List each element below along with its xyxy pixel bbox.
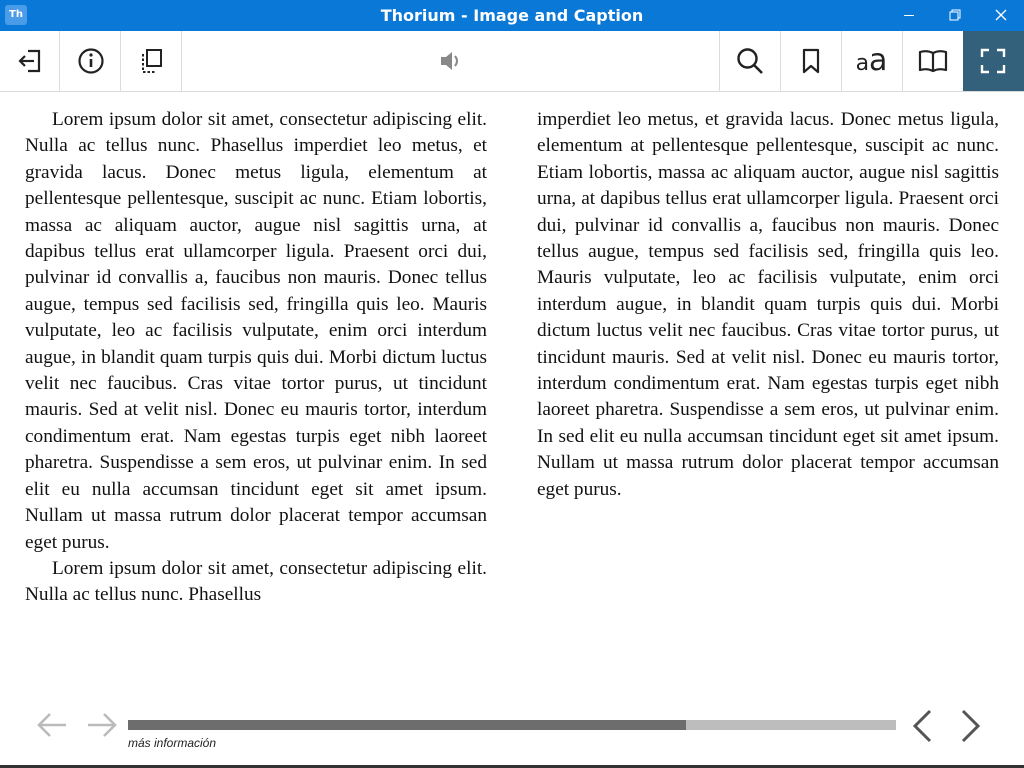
paragraph: Lorem ipsum dolor sit amet, consectetur adipiscing elit. Nulla ac tellus nunc. Phasellus [25,557,487,606]
fullscreen-icon [978,46,1008,76]
info-button[interactable] [61,31,121,91]
history-back-arrow-icon[interactable] [36,710,68,740]
page-column-right [537,107,999,503]
page-column-left [25,107,487,609]
navigation-icon [137,46,167,76]
reader-toolbar [0,31,1024,92]
previous-page-chevron-icon[interactable] [908,708,938,744]
back-to-library-icon [15,46,45,76]
reader-footer [0,700,1024,768]
title-bar [0,0,1024,31]
restore-button[interactable] [932,0,978,31]
font-big-glyph: a [869,43,888,78]
font-small-glyph: a [855,51,870,76]
minimize-button[interactable] [886,0,932,31]
close-button[interactable] [978,0,1024,31]
restore-icon [949,9,961,21]
bookmark-button[interactable] [780,31,840,91]
bookmark-icon [796,46,826,76]
toc-button[interactable] [902,31,962,91]
close-icon [995,9,1007,21]
back-to-library-button[interactable] [0,31,60,91]
navigation-button[interactable] [122,31,182,91]
toc-icon [918,46,948,76]
paragraph: imperdiet leo metus, et gravida lacus. Donec metus ligula, elementum at pellentesque pellentesque, suscipit ac nunc. Etiam lobortis, massa ac aliquam auctor, augue nisl sagittis urna, at dapibus tellus erat ullamcorper ligula. Praesent orci dui, pulvinar id convallis a, faucibus non mauris. Donec tellus augue, tempus sed facilisis sed, fringilla quis leo. Mauris vulputate, leo ac facilisis vulputate, enim orci interdum augue, in blandit quam turpis quis dui. Morbi dictum luctus velit nec faucibus. Cras vitae tortor purus, ut tincidunt mauris. Sed at velit nisl. Donec eu mauris tortor, interdum condimentum erat. Nam egestas turpis eget nibh laoreet pharetra. Suspendisse a sem eros, ut pulvinar enim. In sed elit eu nulla accumsan tincidunt eget sit amet ipsum. Nullam ut massa rutrum dolor placerat tempor accumsan eget purus. [537,109,999,500]
reading-progress-fill [128,720,686,730]
window-title: Thorium - Image and Caption [380,6,644,25]
reading-progress-bar[interactable] [128,720,896,730]
audio-icon [435,46,465,76]
font-settings-icon [842,43,901,78]
more-info-link[interactable]: más información [128,736,217,750]
next-page-chevron-icon[interactable] [955,708,985,744]
font-settings-button[interactable] [841,31,901,91]
search-button[interactable] [719,31,779,91]
info-icon [76,46,106,76]
search-icon [735,46,765,76]
audio-button[interactable] [420,31,480,91]
fullscreen-button[interactable] [963,31,1024,91]
paragraph: Lorem ipsum dolor sit amet, consectetur adipiscing elit. Nulla ac tellus nunc. Phasellus imperdiet leo metus, et gravida lacus. Donec metus ligula, elementum at pellentesque pellentesque, suscipit ac nunc. Etiam lobortis, massa ac aliquam auctor, augue nisl sagittis urna, at dapibus tellus erat ullamcorper ligula. Praesent orci dui, pulvinar id convallis a, faucibus non mauris. Donec tellus augue, tempus sed facilisis sed, fringilla quis leo. Mauris vulputate, leo ac facilisis vulputate, enim orci interdum augue, in blandit quam turpis quis dui. Morbi dictum luctus velit nec faucibus. Cras vitae tortor purus, ut tincidunt mauris. Sed at velit nisl. Donec eu mauris tortor, interdum condimentum erat. Nam egestas turpis eget nibh laoreet pharetra. Suspendisse a sem eros, ut pulvinar enim. In sed elit eu nulla accumsan tincidunt eget sit amet ipsum. Nullam ut massa rutrum dolor placerat tempor accumsan eget purus. [25,109,487,553]
minimize-icon [903,9,915,21]
history-forward-arrow-icon[interactable] [86,710,118,740]
app-logo-icon: Th [5,5,27,25]
